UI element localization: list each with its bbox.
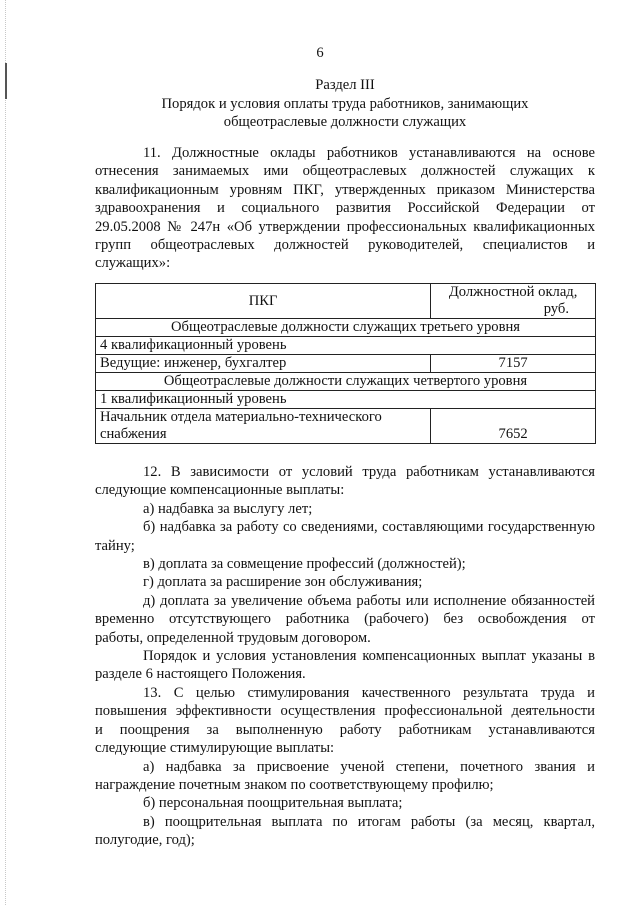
list-item: б) персональная поощрительная выплата; <box>143 795 403 812</box>
text-line: тайну; <box>95 537 135 554</box>
header-salary-line: Должностной оклад, <box>448 284 578 300</box>
table-row <box>96 409 596 444</box>
table-header-row <box>96 284 596 319</box>
text-line: 12. В зависимости от условий труда работникам устанавливаются <box>143 464 595 480</box>
salary-value: 7652 <box>431 409 596 444</box>
page-number: 6 <box>316 45 324 61</box>
list-item: а) надбавка за присвоение ученой степени, почетного звания и <box>143 758 595 775</box>
text-line: награждение почетным знаком по соответствующему профилю; <box>95 777 494 794</box>
text-line: здравоохранения и социального развития Российской Федерации от <box>95 200 595 217</box>
position-name-line: снабжения <box>100 426 167 442</box>
text-line: временно отсутствующего работника (рабочего) без освобождения от <box>95 611 595 628</box>
level-row: 1 квалификационный уровень <box>96 391 596 409</box>
paragraph-11 <box>95 144 595 273</box>
text-line: Порядок и условия установления компенсационных выплат указаны в <box>143 648 595 665</box>
text-line: 11. Должностные оклады работников устанавливаются на основе <box>143 145 595 161</box>
section-subtitle-line: общеотраслевые должности служащих <box>223 114 467 130</box>
table-row <box>96 373 596 391</box>
section-subtitle-line: Порядок и условия оплаты труда работников, занимающих <box>161 95 529 112</box>
list-item: в) доплата за совмещение профессий (должностей); <box>143 556 466 573</box>
scan-margin-mark <box>5 63 7 99</box>
header-salary <box>431 284 596 319</box>
position-name: Ведущие: инженер, бухгалтер <box>96 355 431 373</box>
table-row <box>96 337 596 355</box>
group-row: Общеотраслевые должности служащих третьего уровня <box>96 319 596 337</box>
header-salary-unit: руб. <box>543 301 569 317</box>
section-heading <box>95 76 595 132</box>
text-line: и поощрения за выполненную работу работникам устанавливаются <box>95 721 595 738</box>
text-line: служащих»: <box>95 255 171 272</box>
text-line: 13. С целью стимулирования качественного результата труда и <box>143 685 595 701</box>
paragraph-13 <box>95 684 595 850</box>
header-pkg: ПКГ <box>96 284 431 319</box>
text-line: групп общеотраслевых должностей руководителей, специалистов и <box>95 237 595 254</box>
salary-table <box>95 283 596 444</box>
list-item: г) доплата за расширение зон обслуживания; <box>143 574 423 591</box>
text-line: полугодие, год); <box>95 832 195 849</box>
list-item: а) надбавка за выслугу лет; <box>143 500 313 517</box>
level-row: 4 квалификационный уровень <box>96 337 596 355</box>
table-row <box>96 355 596 373</box>
group-row: Общеотраслевые должности служащих четвертого уровня <box>96 373 596 391</box>
text-line: повышения эффективности осуществления профессиональной деятельности <box>95 703 595 720</box>
text-line: работы, определенной трудовым договором. <box>95 629 371 646</box>
section-title: Раздел III <box>315 77 375 93</box>
list-item: б) надбавка за работу со сведениями, составляющими государственную <box>143 519 595 536</box>
text-line: квалификационным уровням ПКГ, утвержденных приказом Министерства <box>95 181 595 198</box>
text-line: следующие стимулирующие выплаты: <box>95 740 335 757</box>
list-item: в) поощрительная выплата по итогам работы (за месяц, квартал, <box>143 813 595 830</box>
text-line: отнесения занимаемых ими общеотраслевых должностей служащих к <box>95 163 595 180</box>
text-line: 29.05.2008 № 247н «Об утверждении профессиональных квалификационных <box>95 218 595 235</box>
position-name <box>96 409 431 444</box>
table-row <box>96 319 596 337</box>
paragraph-12 <box>95 463 595 684</box>
position-name-line: Начальник отдела материально-технического <box>100 409 382 425</box>
scan-margin-line <box>5 0 6 905</box>
list-item: д) доплата за увеличение объема работы или исполнение обязанностей <box>143 592 595 609</box>
text-line: следующие компенсационные выплаты: <box>95 482 345 499</box>
text-line: разделе 6 настоящего Положения. <box>95 666 306 683</box>
salary-value: 7157 <box>431 355 596 373</box>
table-row <box>96 391 596 409</box>
